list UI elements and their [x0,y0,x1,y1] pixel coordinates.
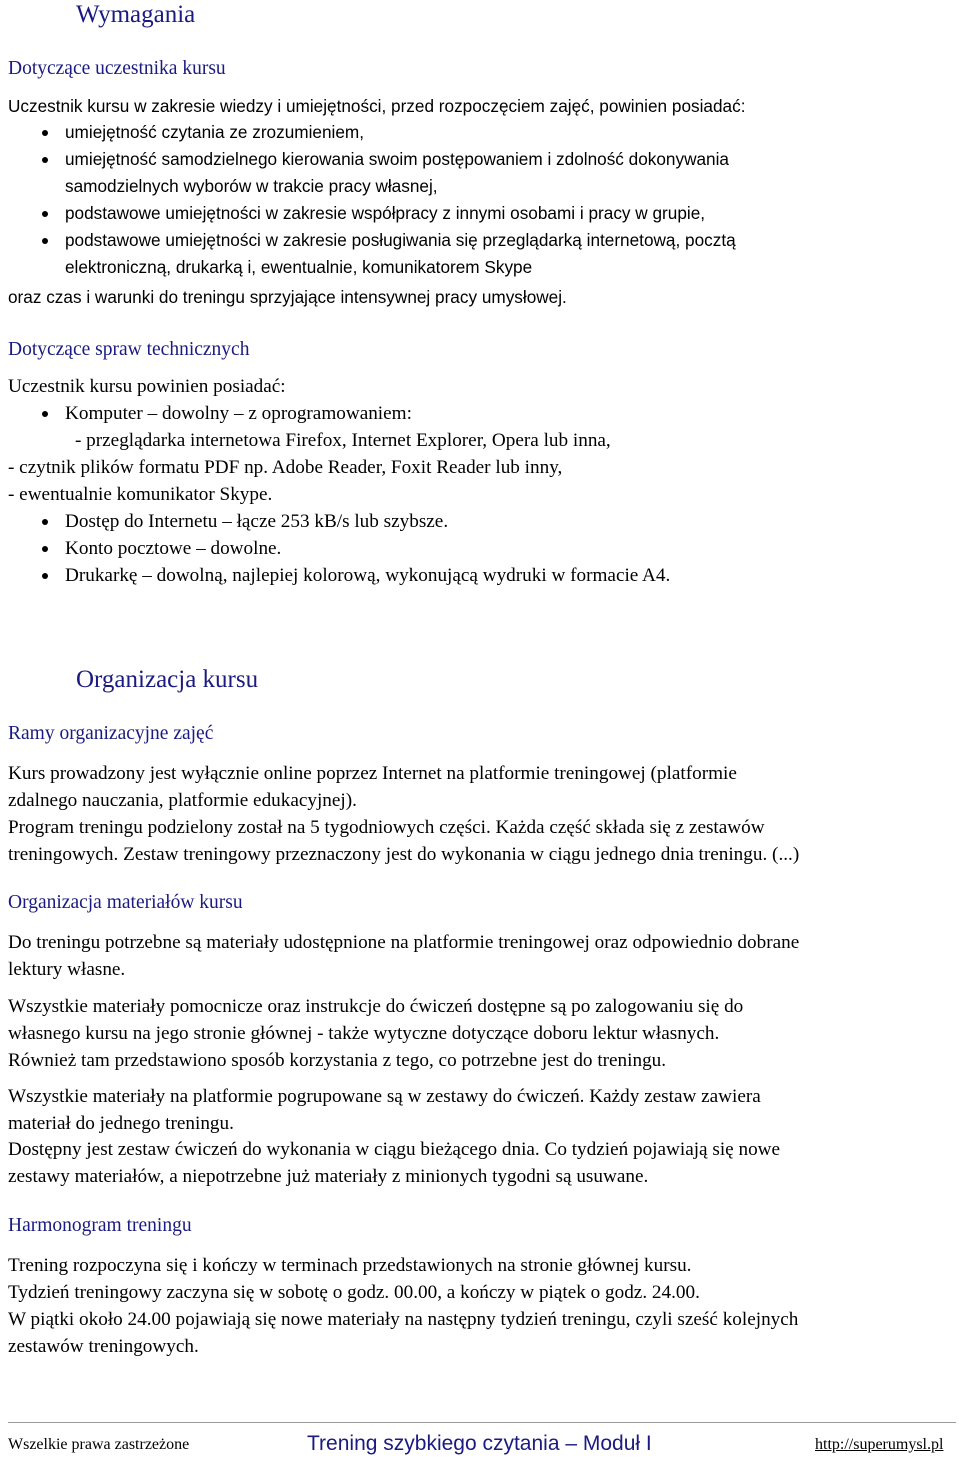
paragraph-line: treningowych. Zestaw treningowy przeznaczony jest do wykonania w ciągu jednego dnia treningu. (...) [8,844,800,865]
bullet-icon [42,411,48,417]
paragraph-line: W piątki około 24.00 pojawiają się nowe materiały na następny tydzień treningu, czyli sześć kolejnych [8,1309,799,1330]
paragraph-line: zdalnego nauczania, platformie edukacyjnej). [8,790,357,811]
list-item: Dostęp do Internetu – łącze 253 kB/s lub szybsze. [65,511,449,532]
paragraph-line: lektury własne. [8,959,126,980]
software-item: - przeglądarka internetowa Firefox, Internet Explorer, Opera lub inna, [75,430,611,451]
list-item: podstawowe umiejętności w zakresie posługiwania się przeglądarką internetową, pocztą [65,230,736,250]
software-item: - czytnik plików formatu PDF np. Adobe Reader, Foxit Reader lub inny, [8,457,563,478]
list-item-continuation: samodzielnych wyborów w trakcie pracy własnej, [65,176,438,196]
paragraph-line: Kurs prowadzony jest wyłącznie online poprzez Internet na platformie treningowej (platformie [8,763,737,784]
bullet-icon [42,211,48,217]
list-item: umiejętność czytania ze zrozumieniem, [65,122,364,142]
heading-framework: Ramy organizacyjne zajęć [8,723,214,744]
list-item: Konto pocztowe – dowolne. [65,538,282,559]
list-item: umiejętność samodzielnego kierowania swoim postępowaniem i zdolność dokonywania [65,149,729,169]
heading-participant: Dotyczące uczestnika kursu [8,58,226,79]
participant-intro: Uczestnik kursu w zakresie wiedzy i umiejętności, przed rozpoczęciem zajęć, powinien posiadać: [8,96,746,116]
software-item: - ewentualnie komunikator Skype. [8,484,273,505]
list-item-computer: Komputer – dowolny – z oprogramowaniem: [65,403,412,424]
paragraph-line: zestawów treningowych. [8,1336,199,1357]
list-item: Drukarkę – dowolną, najlepiej kolorową, wykonującą wydruki w formacie A4. [65,565,671,586]
list-item: podstawowe umiejętności w zakresie współpracy z innymi osobami i pracy w grupie, [65,203,706,223]
paragraph-line: zestawy materiałów, a niepotrzebne już materiały z minionych tygodni są usuwane. [8,1166,649,1187]
bullet-icon [42,130,48,136]
paragraph-line: własnego kursu na jego stronie głównej - także wytyczne dotyczące doboru lektur własnych. [8,1023,720,1044]
bullet-icon [42,238,48,244]
paragraph-line: Również tam przedstawiono sposób korzystania z tego, co potrzebne jest do treningu. [8,1050,667,1071]
paragraph-line: Tydzień treningowy zaczyna się w sobotę o godz. 00.00, a kończy w piątek o godz. 24.00. [8,1282,700,1303]
technical-intro: Uczestnik kursu powinien posiadać: [8,376,286,397]
list-item-continuation: elektroniczną, drukarką i, ewentualnie, komunikatorem Skype [65,257,533,277]
heading-materials: Organizacja materiałów kursu [8,892,243,913]
paragraph-line: Do treningu potrzebne są materiały udostępnione na platformie treningowej oraz odpowiednio dobrane [8,932,800,953]
footer-divider [8,1422,956,1423]
paragraph-line: Trening rozpoczyna się i kończy w terminach przedstawionych na stronie głównej kursu. [8,1255,692,1276]
footer-rights: Wszelkie prawa zastrzeżone [8,1436,190,1453]
bullet-icon [42,546,48,552]
bullet-icon [42,519,48,525]
heading-technical: Dotyczące spraw technicznych [8,339,250,360]
footer-link[interactable]: http://superumysl.pl [815,1436,944,1453]
bullet-icon [42,157,48,163]
section-title-organization: Organizacja kursu [76,666,259,693]
participant-outro: oraz czas i warunki do treningu sprzyjające intensywnej pracy umysłowej. [8,287,567,307]
heading-schedule: Harmonogram treningu [8,1215,192,1236]
section-title-requirements: Wymagania [76,1,196,28]
paragraph-line: Wszystkie materiały pomocnicze oraz instrukcje do ćwiczeń dostępne są po zalogowaniu się do [8,996,744,1017]
paragraph-line: Wszystkie materiały na platformie pogrupowane są w zestawy do ćwiczeń. Każdy zestaw zawiera [8,1086,761,1107]
paragraph-line: materiał do jednego treningu. [8,1113,234,1134]
paragraph-line: Dostępny jest zestaw ćwiczeń do wykonania w ciągu bieżącego dnia. Co tydzień pojawiają się nowe [8,1139,781,1160]
paragraph-line: Program treningu podzielony został na 5 tygodniowych części. Każda część składa się z zestawów [8,817,765,838]
bullet-icon [42,573,48,579]
footer-title: Trening szybkiego czytania – Moduł I [307,1432,652,1455]
